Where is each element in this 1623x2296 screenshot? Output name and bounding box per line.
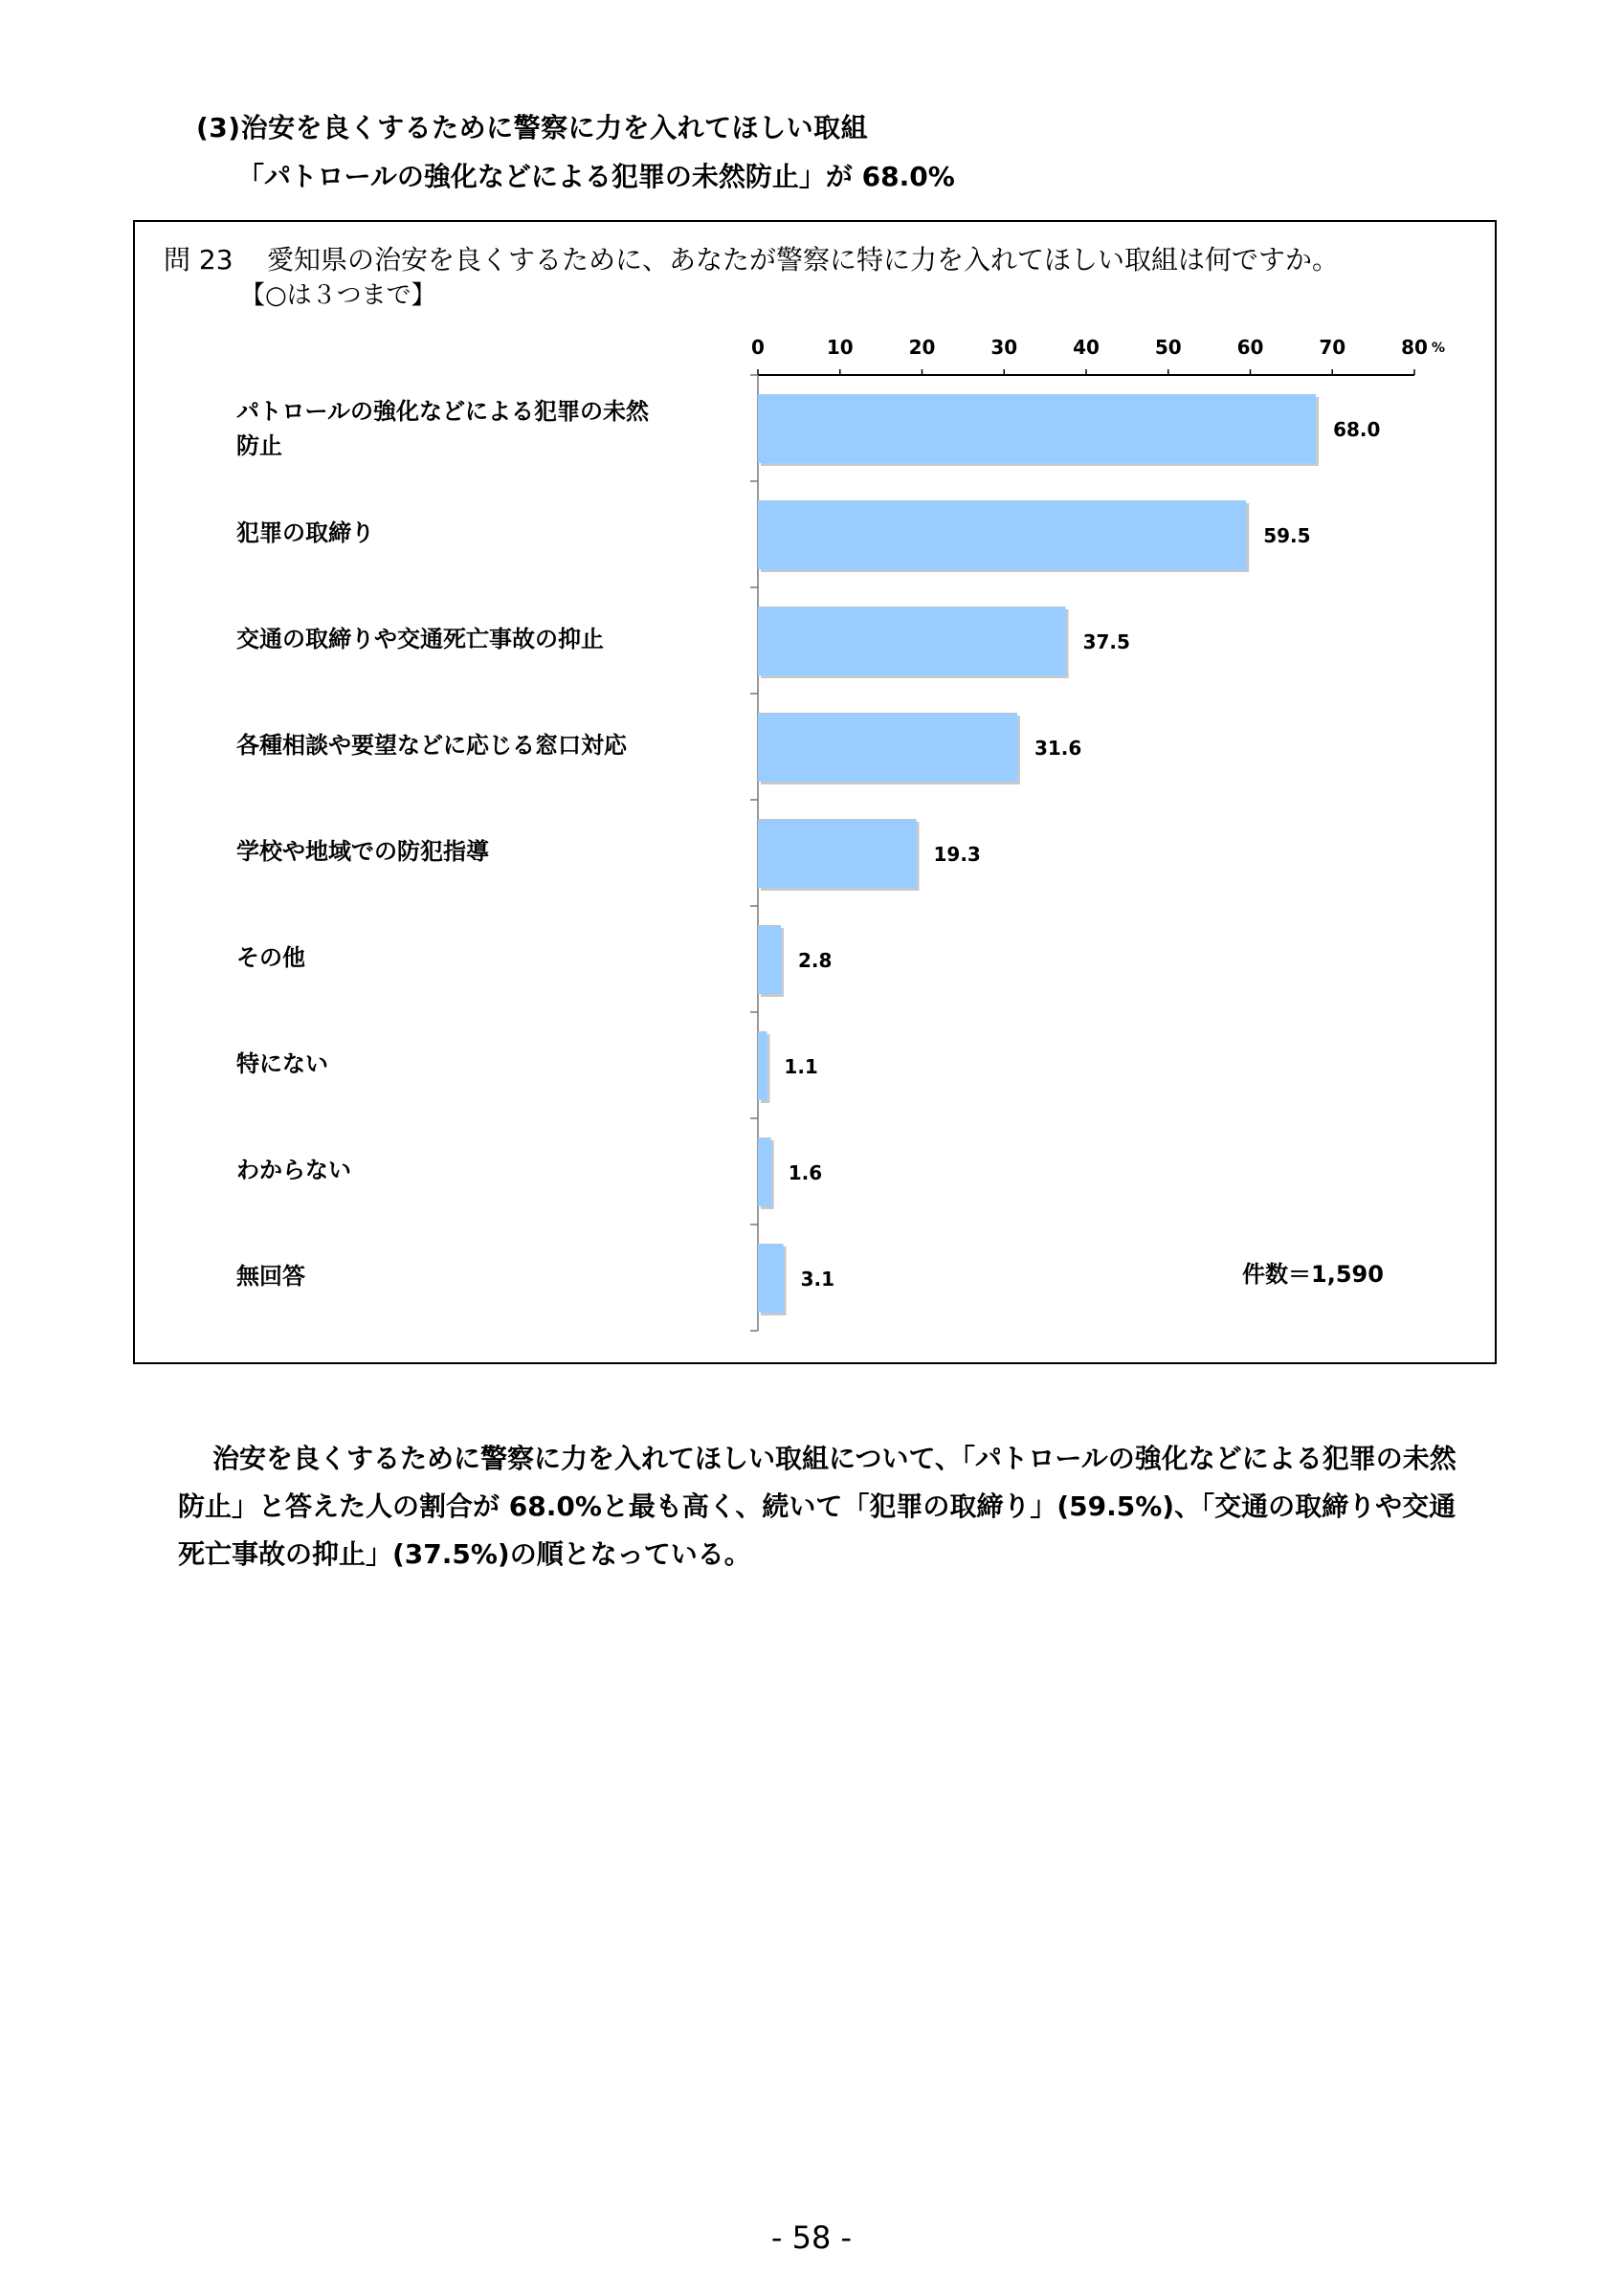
x-tick-label: 20 bbox=[908, 336, 936, 359]
question-text: 愛知県の治安を良くするために、あなたが警察に特に力を入れてほしい取組は何ですか。 bbox=[267, 244, 1340, 276]
bar-value-label: 37.5 bbox=[1082, 630, 1130, 653]
chart-frame bbox=[133, 220, 1497, 1364]
x-axis-unit: % bbox=[1432, 341, 1446, 356]
section-heading: (3)治安を良くするために警察に力を入れてほしい取組 bbox=[196, 112, 869, 144]
sample-size: 件数＝1,590 bbox=[1242, 1261, 1384, 1288]
bar bbox=[758, 713, 1017, 782]
question-number: 問 23 bbox=[164, 244, 233, 276]
x-tick-label: 10 bbox=[826, 336, 854, 359]
bar bbox=[758, 394, 1316, 463]
category-label-line: その他 bbox=[236, 944, 305, 971]
bar bbox=[758, 819, 916, 888]
page-number: - 58 - bbox=[770, 2219, 853, 2256]
category-label-line: 犯罪の取締り bbox=[236, 519, 374, 546]
bar-value-label: 19.3 bbox=[933, 843, 981, 866]
category-label-line: わからない bbox=[236, 1157, 351, 1183]
category-label-line: 無回答 bbox=[236, 1263, 305, 1290]
bar bbox=[758, 607, 1066, 675]
section-subheading: 「パトロールの強化などによる犯罪の未然防止」が 68.0% bbox=[237, 161, 955, 192]
category-label-line: パトロールの強化などによる犯罪の未然 bbox=[236, 398, 650, 425]
bar-value-label: 3.1 bbox=[800, 1268, 835, 1291]
x-tick-label: 60 bbox=[1236, 336, 1264, 359]
bar bbox=[758, 500, 1246, 569]
bar-value-label: 68.0 bbox=[1333, 418, 1381, 441]
category-label-line: 学校や地域での防犯指導 bbox=[236, 838, 489, 865]
category-label-line: 防止 bbox=[236, 432, 282, 459]
bar-value-label: 59.5 bbox=[1263, 524, 1311, 547]
x-tick-label: 30 bbox=[990, 336, 1018, 359]
x-tick-label: 70 bbox=[1319, 336, 1346, 359]
x-tick-label: 40 bbox=[1073, 336, 1100, 359]
summary-paragraph bbox=[178, 1435, 1460, 1578]
category-label-line: 特にない bbox=[236, 1050, 328, 1077]
x-tick-label: 50 bbox=[1154, 336, 1182, 359]
category-label-line: 交通の取締りや交通死亡事故の抑止 bbox=[236, 626, 604, 652]
question-instruction: 【○は３つまで】 bbox=[240, 281, 436, 310]
bar bbox=[758, 925, 781, 994]
x-tick-label: 0 bbox=[751, 336, 765, 359]
category-label-line: 各種相談や要望などに応じる窓口対応 bbox=[236, 732, 627, 759]
bar bbox=[758, 1137, 771, 1206]
bar-value-label: 1.6 bbox=[788, 1161, 823, 1184]
bar-value-label: 2.8 bbox=[798, 949, 833, 972]
bar-value-label: 31.6 bbox=[1034, 737, 1082, 760]
bar bbox=[758, 1244, 784, 1313]
x-tick-label: 80 bbox=[1401, 336, 1428, 359]
bar-value-label: 1.1 bbox=[784, 1055, 818, 1078]
summary-text: 治安を良くするために警察に力を入れてほしい取組について、「パトロールの強化などによる犯罪の未然防止」と答えた人の割合が 68.0%と最も高く、続いて「犯罪の取締り」(59.5%)、「交通の取締りや交通死亡事故の抑止」(37.5%)の順となっている。 bbox=[178, 1443, 1456, 1570]
bar bbox=[758, 1031, 767, 1100]
bar-chart bbox=[135, 222, 1495, 1362]
